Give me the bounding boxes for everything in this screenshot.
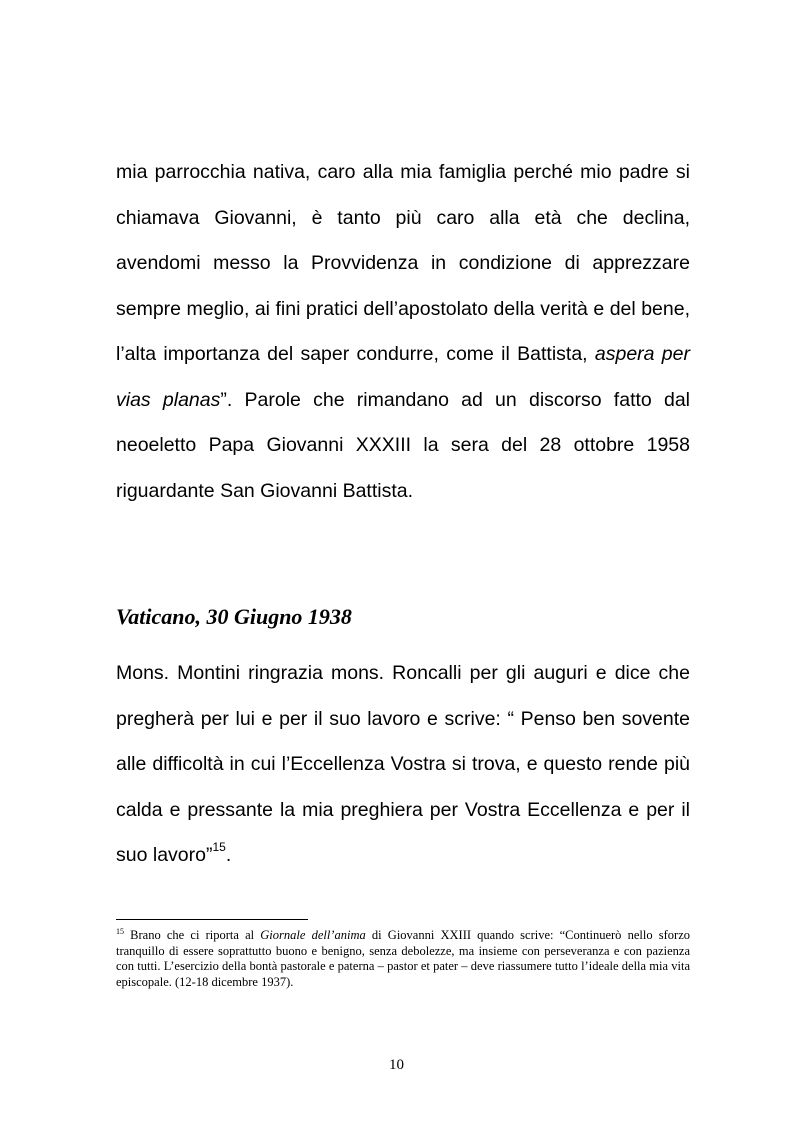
footnote-separator (116, 919, 308, 920)
paragraph-1-latin-phrase: aspera per vias planas (116, 343, 690, 411)
footnote-text-continued: di Giovanni XXIII quando scrive: “Continuerò nello sforzo tranquillo di essere soprattutto buono e benigno, senza debolezze, ma insieme con perseveranza e con pazienza con tutti. L’esercizio della bontà pastorale e paterna – pastor et pater – deve riassumere tutto l’ideale della mia vita episcopale. (12-18 dicembre 1937). (116, 928, 690, 989)
footnote-reference[interactable]: 15 (212, 840, 226, 854)
page-number: 10 (389, 1057, 404, 1073)
paragraph-1-text: mia parrocchia nativa, caro alla mia famiglia perché mio padre si chiamava Giovanni, è tanto più caro alla età che declina, avendomi messo la Provvidenza in condizione di apprezzare sempre meglio, ai fini pratici dell’apostolato della verità e del bene, l’alta importanza del saper condurre, come il Battista, (116, 161, 690, 365)
body-paragraph-2 (116, 651, 690, 879)
paragraph-1-text-continued: ”. Parole che rimandano ad un discorso fatto dal neoeletto Papa Giovanni XXXIII la sera del 28 ottobre 1958 riguardante San Giovanni Battista. (116, 388, 691, 502)
footnote (116, 928, 690, 990)
footnote-book-title: Giornale dell’anima (260, 928, 366, 942)
paragraph-2-text: Mons. Montini ringrazia mons. Roncalli per gli auguri e dice che pregherà per lui e per il suo lavoro e scrive: “ Penso ben sovente alle difficoltà in cui l’Eccellenza Vostra si trova, e questo rende più calda e pressante la mia preghiera per Vostra Eccellenza e per il suo lavoro” (116, 662, 690, 866)
paragraph-2-end: . (225, 844, 232, 866)
section-heading: Vaticano, 30 Giugno 1938 (116, 604, 352, 629)
body-paragraph-1 (116, 150, 690, 514)
footnote-text: Brano che ci riporta al (124, 928, 261, 942)
footnote-number: 15 (116, 927, 124, 936)
